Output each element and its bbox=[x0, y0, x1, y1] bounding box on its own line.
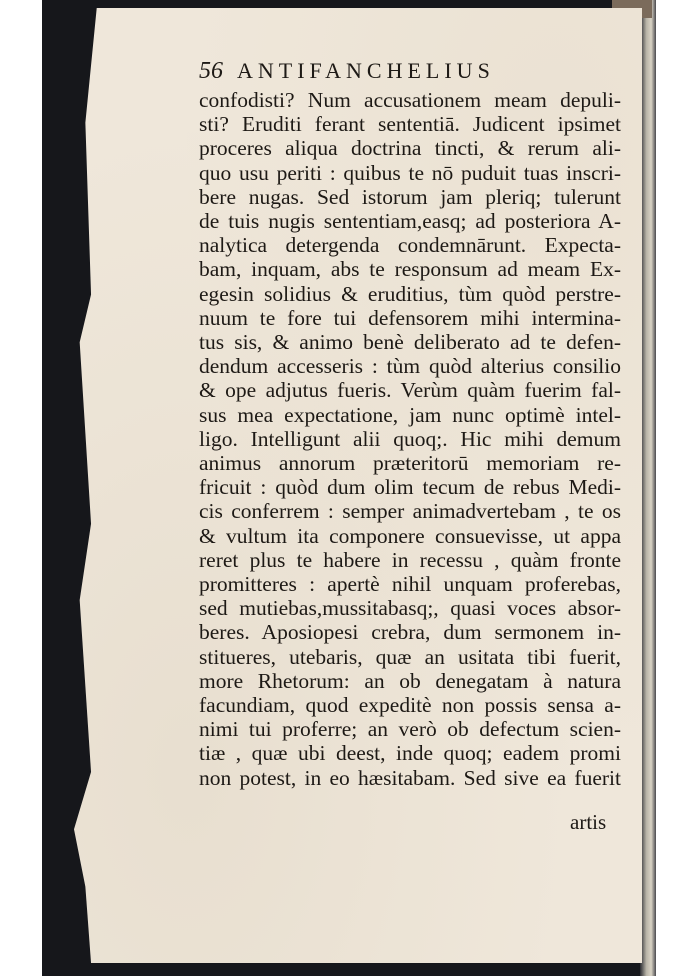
text-line: quo usu periti : quibus te nō puduit tuas inscri- bbox=[199, 160, 621, 185]
running-title: ANTIFANCHELIUS bbox=[237, 58, 495, 83]
text-line: de tuis nugis sententiam,easq; ad posteriora A- bbox=[199, 209, 621, 234]
text-line: cis conferrem : semper animadvertebam , te os bbox=[199, 499, 621, 524]
text-line: fricuit : quòd dum olim tecum de rebus Medi- bbox=[199, 475, 621, 500]
text-line: more Rhetorum: an ob denegatam à natura bbox=[199, 668, 621, 693]
catchword: artis bbox=[570, 810, 607, 834]
text-line: tiæ , quæ ubi deest, inde quoq; eadem promi bbox=[199, 741, 621, 766]
text-line: tus sis, & animo benè deliberato ad te defen- bbox=[199, 330, 621, 355]
text-line: non potest, in eo hæsitabam. Sed sive ea fuerit bbox=[199, 765, 621, 790]
text-line: beres. Aposiopesi crebra, dum sermonem in- bbox=[199, 620, 621, 645]
page-stack-edge bbox=[640, 0, 656, 976]
text-line: nalytica detergenda condemnārunt. Expecta- bbox=[199, 233, 621, 258]
text-line: animus annorum præteritorū memoriam re- bbox=[199, 451, 621, 476]
text-line: dendum accesseris : tùm quòd alterius consilio bbox=[199, 354, 621, 379]
text-line: & ope adjutus fueris. Verùm quàm fuerim fal- bbox=[199, 378, 621, 403]
text-line: bam, inquam, abs te responsum ad meam Ex- bbox=[199, 257, 621, 282]
text-line: nuum te fore tui defensorem mihi intermina- bbox=[199, 305, 621, 330]
text-line: nimi tui proferre; an verò ob defectum scien- bbox=[199, 717, 621, 742]
text-line: egesin solidius & eruditius, tùm quòd perstre- bbox=[199, 281, 621, 306]
text-line: sed mutiebas,mussitabasq;, quasi voces absor- bbox=[199, 596, 621, 621]
text-line: confodisti? Num accusationem meam depuli- bbox=[199, 88, 621, 112]
running-head bbox=[199, 58, 599, 88]
text-line: facundiam, quod expeditè non possis sensa a- bbox=[199, 693, 621, 718]
text-line: sus mea expectatione, jam nunc optimè intel- bbox=[199, 402, 621, 427]
page-number: 56 bbox=[199, 58, 223, 84]
text-line: promitteres : apertè nihil unquam proferebas, bbox=[199, 572, 621, 597]
text-line: & vultum ita componere consuevisse, ut appa bbox=[199, 523, 621, 548]
text-line: proceres aliqua doctrina tincti, & rerum ali- bbox=[199, 136, 621, 161]
text-line: sti? Eruditi ferant sententiā. Judicent ipsimet bbox=[199, 112, 621, 137]
text-line: stitueres, utebaris, quæ an usitata tibi fuerit, bbox=[199, 644, 621, 669]
text-line: ligo. Intelligunt alii quoq;. Hic mihi demum bbox=[199, 426, 621, 451]
text-line: reret plus te habere in recessu , quàm fronte bbox=[199, 547, 621, 572]
text-line: bere nugas. Sed istorum jam pleriq; tulerunt bbox=[199, 184, 621, 209]
body-text bbox=[199, 88, 631, 790]
